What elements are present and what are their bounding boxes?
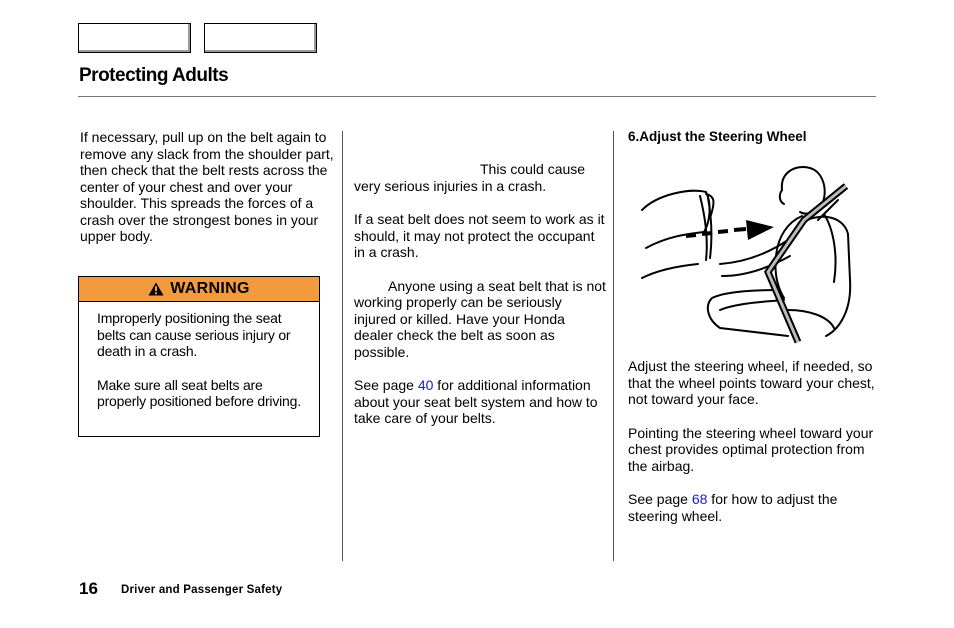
column-1 [80, 129, 335, 245]
warning-text-2: Make sure all seat belts are properly positioned before driving. [97, 376, 301, 409]
column-3 [628, 358, 880, 524]
column-divider-1 [342, 131, 343, 561]
page-40-link[interactable]: 40 [417, 377, 434, 393]
warning-box [78, 276, 320, 437]
see-page-40-paragraph: See page 40 for additional information about your seat belt system and how to take care of your belts. [354, 377, 598, 426]
dealer-check-paragraph: Anyone using a seat belt that is not working properly can be seriously injured or killed. Have your Honda dealer check the belt as soon as possible. [354, 277, 606, 360]
seat-belt-malfunction-paragraph: If a seat belt does not seem to work as it should, it may not protect the occupant in a crash. [354, 211, 605, 260]
section-footer: Driver and Passenger Safety [121, 584, 283, 596]
warning-label: WARNING [170, 280, 250, 297]
title-divider [78, 96, 876, 97]
previous-page-button[interactable] [78, 23, 191, 53]
page-title: Protecting Adults [79, 65, 229, 86]
belt-slack-paragraph: If necessary, pull up on the belt again to remove any slack from the shoulder part, then check that the belt rests across the center of your chest and over your shoulder. This spreads the forces of a crash over the strongest bones in your upper body. [80, 129, 334, 244]
warning-header [79, 277, 319, 302]
page-number: 16 [79, 579, 98, 598]
driver-steering-wheel-illustration [638, 160, 866, 348]
warning-triangle-icon [148, 282, 164, 296]
airbag-protection-paragraph: Pointing the steering wheel toward your chest provides optimal protection from the airbag. [628, 424, 874, 474]
adjust-wheel-paragraph: Adjust the steering wheel, if needed, so that the wheel points toward your chest, not toward your face. [628, 358, 875, 407]
steering-wheel-heading: 6.Adjust the Steering Wheel [628, 129, 807, 144]
warning-text-1: Improperly positioning the seat belts can cause serious injury or death in a crash. [97, 310, 291, 359]
column-divider-2 [613, 131, 614, 561]
see-page-68-paragraph: See page 68 for how to adjust the steering wheel. [628, 491, 838, 524]
column-2 [354, 161, 606, 427]
injury-paragraph: This could cause very serious injuries in a crash. [354, 161, 586, 194]
page-68-link[interactable]: 68 [691, 491, 708, 507]
next-page-button[interactable] [204, 23, 317, 53]
